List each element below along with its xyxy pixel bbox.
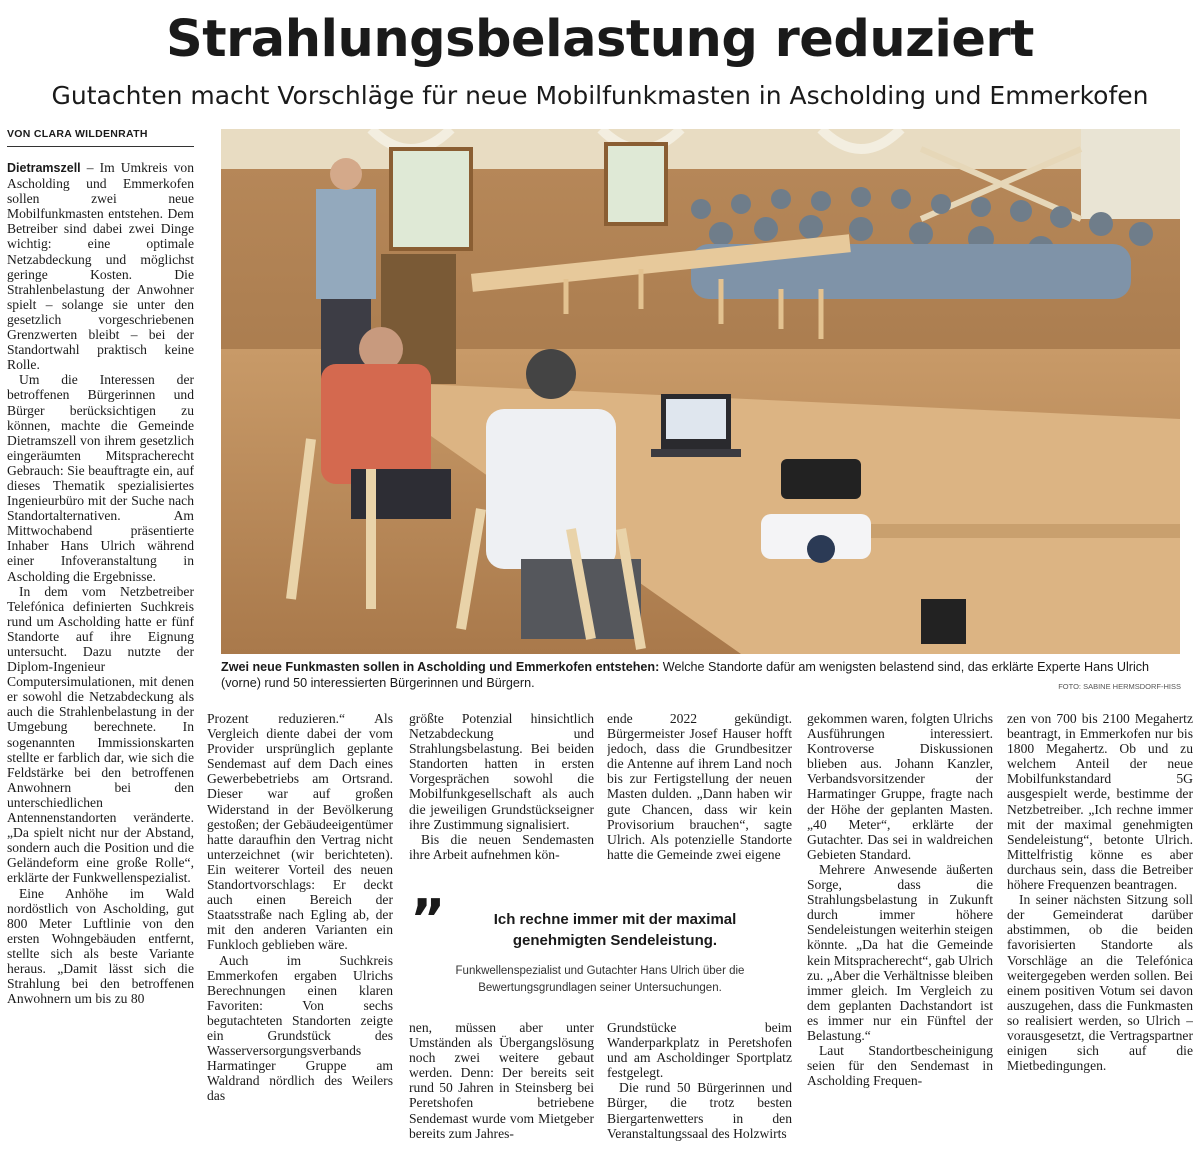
article-paragraph: ende 2022 gekündigt. Bürgermeister Josef Hauser hofft jedoch, dass die Grundbesitzer die Antenne auf ihrem Land noch bis zur Fertigstellung der neuen Masten dulden. „Dann haben wir gute Chancen, dass wir kein Provisorium brauchen“, sagte Ulrich. Als potenzielle Standorte hatte die Gemeinde zwei eigene [607, 711, 792, 862]
article-paragraph [7, 160, 194, 372]
quote-mark-icon: ” [410, 888, 446, 951]
photo-illustration [221, 129, 1180, 654]
article-paragraph: Die rund 50 Bürgerinnen und Bürger, die trotz besten Biergartenwetters in den Veranstaltungssaal des Holzwirts [607, 1080, 792, 1141]
caption-lead: Zwei neue Funkmasten sollen in Ascholding und Emmerkofen entstehen: [221, 660, 660, 674]
article-column-5 [807, 711, 993, 1151]
subheadline: Gutachten macht Vorschläge für neue Mobilfunkmasten in Ascholding und Emmerkofen [51, 81, 1149, 110]
article-paragraph: Auch im Suchkreis Emmerkofen ergaben Ulrichs Berechnungen einen klaren Favoriten: Von sechs begutachteten Standorten zeigte ein Grundstück des Wasserversorgungsverbands Harmatinger Gruppe am Waldrand nördlich des Weilers das [207, 952, 393, 1104]
article-paragraph: Grundstücke beim Wanderparkplatz in Peretshofen und am Ascholdinger Sportplatz festgelegt. [607, 1020, 792, 1081]
article-column-6 [1007, 711, 1193, 1151]
article-paragraph: Prozent reduzieren.“ Als Vergleich diente dabei der vom Provider ursprünglich geplante Sendemast auf dem Dach eines Gewerbebetriebs am Ortsrand. Dieser war auf großen Widerstand in der Bevölkerung gestoßen; der Gebäudeeigentümer hatte daraufhin den Vertrag nicht unterzeichnet (wir berichteten). Ein weiterer Vorteil des neuen Standortvorschlags: Er deckt auch einen Bereich der Staatsstraße nach Egling ab, der mit den anderen Varianten ein Funkloch geblieben wäre. [207, 711, 393, 953]
caption-text: Welche Standorte dafür am wenigsten belastend sind, das erklärte Experte Hans Ulrich (vorne) rund 50 interessierten Bürgerinnen und Bürgern. [221, 660, 1150, 690]
pull-quote-attribution: Funkwellenspezialist und Gutachter Hans Ulrich über die Bewertungsgrundlagen seiner Untersuchungen. [455, 965, 745, 994]
article-paragraph: Bis die neuen Sendemasten ihre Arbeit aufnehmen kön- [409, 831, 594, 862]
article-column-3 [409, 711, 594, 896]
article-paragraph-text: – Im Umkreis von Ascholding und Emmerkofen sollen zwei neue Mobilfunkmasten entstehen. Dem Betreiber sind dabei zwei Dinge wichtig: eine optimale Netzabdeckung und möglichst geringe Kosten. Die Strahlenbelastung der Anwohner spielt – solange sie unter den gesetzlich vorgeschriebenen Grenzwerten bleibt – bei der Standortwahl praktisch keine Rolle. [7, 160, 194, 373]
article-paragraph: größte Potenzial hinsichtlich Netzabdeckung und Strahlungsbelastung. Bei beiden Standorten hatten in ersten Vorgesprächen sowohl die Mobilfunkgesellschaft als auch die jeweiligen Grundstückseigner ihre Zustimmung signalisiert. [409, 711, 594, 832]
headline: Strahlungsbelastung reduziert [166, 10, 1034, 69]
article-paragraph: Laut Standortbescheinigung seien für den Sendemast in Ascholding Frequen- [807, 1043, 993, 1089]
article-paragraph: gekommen waren, folgten Ulrichs Ausführungen interessiert. Kontroverse Diskussionen blieben aus. Johann Kanzler, Verbandsvorsitzender der Harmatinger Gruppe, fragte nach der Höhe der geplanten Masten. „40 Meter“, erklärte der Gutachter. Das sei in waldreichen Gebieten Standard. [807, 711, 993, 862]
event-photo [221, 129, 1180, 654]
article-paragraph: nen, müssen aber unter Umständen als Übergangslösung noch zwei weitere gebaut werden. Denn: Der bereits seit rund 50 Jahren in Steinsberg bei Peretshofen betriebene Sendemast wurde vom Mietgeber bereits zum Jahres- [409, 1020, 594, 1141]
article-paragraph: In seiner nächsten Sitzung soll der Gemeinderat darüber abstimmen, ob die beiden favorisierten Standorte als Vorschläge an die Telefónica weitergegeben werden sollen. Bei einem positiven Votum sei davon auszugehen, dass die Funkmasten so realisiert werden, so Ulrich – vorausgesetzt, die Vertragspartner einigen sich auf die Mietbedingungen. [1007, 892, 1193, 1074]
article-paragraph: Um die Interessen der betroffenen Bürgerinnen und Bürger berücksichtigen zu können, machte die Gemeinde Dietramszell von ihrem gesetzlich eingeräumten Mitspracherecht Gebrauch: Sie beauftragte ein, auf dieses Thematik spezialisiertes Ingenieurbüro mit der Suche nach Standortalternativen. Am Mittwochabend präsentierte Inhaber Hans Ulrich während einer Infoveranstaltung in Ascholding die Ergebnisse. [7, 372, 194, 584]
article-column-2 [207, 711, 393, 1151]
article-paragraph: Eine Anhöhe im Wald nordöstlich von Ascholding, gut 800 Meter Luftlinie von den ersten Wohngebäuden entfernt, stellte sich als beste Variante heraus. „Damit lässt sich die Strahlung bei den betroffenen Anwohnern um bis zu 80 [7, 885, 194, 1007]
byline: VON CLARA WILDENRATH [7, 128, 194, 147]
article-column-4 [607, 711, 792, 896]
pull-quote: Ich rechne immer mit der maximal genehmigten Sendeleistung. [493, 911, 737, 949]
article-column-4-lower [607, 1020, 792, 1151]
dateline-place: Dietramszell [7, 161, 81, 175]
article-paragraph: In dem vom Netzbetreiber Telefónica definierten Suchkreis rund um Ascholding hatte er fünf Standorte auf ihre Eignung untersucht. Dazu nutzte der Diplom-Ingenieur Computersimulationen, mit denen er sowohl die Netzabdeckung als auch die Strahlenbelastung in der Umgebung berechnete. In sogenannten Immissionskarten stellte er farblich dar, wie sich die Feldstärke bei den betroffenen Anwohnern bei den unterschiedlichen Antennenstandorten veränderte. „Da spielt nicht nur der Abstand, sondern auch die Position und die Geländeform eine große Rolle“, erklärte der Funkwellenspezialist. [7, 583, 194, 886]
article-column-1 [7, 160, 194, 1150]
article-column-3-lower [409, 1020, 594, 1151]
photo-credit: FOTO: SABINE HERMSDORF-HISS [1058, 682, 1181, 691]
article-paragraph: zen von 700 bis 2100 Megahertz beantragt, in Emmerkofen nur bis 1800 Megahertz. Ob und zu welchem Anteil der neue Mobilfunkstandard 5G ausgespielt werde, bestimme der Netzbetreiber. „Ich rechne immer mit der maximal genehmigten Sendeleistung“, betonte Ulrich. Mittelfristig könne es aber durchaus sein, dass die Betreiber höhere Frequenzen beantragen. [1007, 711, 1193, 893]
article-paragraph: Mehrere Anwesende äußerten Sorge, dass die Strahlungsbelastung in Zukunft durch immer höhere Sendeleistungen weiterhin steigen könnte. „Da hat die Gemeinde kein Mitspracherecht“, gab Ulrich zu. „Aber die Verhältnisse bleiben immer gleich. Im Vergleich zu dem geplanten Dachstandort ist es immer nur ein Fünftel der Belastung.“ [807, 861, 993, 1043]
